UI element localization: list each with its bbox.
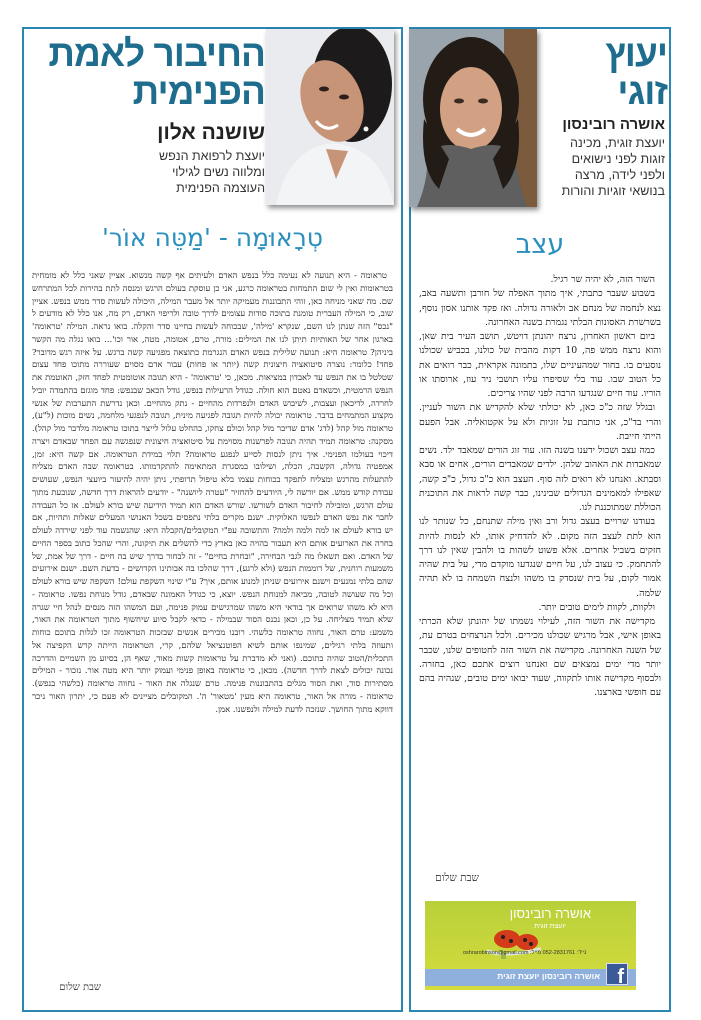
headline-line-1: יעוץ <box>605 33 667 74</box>
banner-role: יועצת זוגית <box>534 923 566 930</box>
author-desc-line: ומלווה נשים לגילוי <box>172 165 265 179</box>
author-desc-line: בנושאי זוגיות והורות <box>561 184 665 198</box>
author-name: אושרה רובינסון <box>562 116 665 133</box>
portrait-illustration <box>409 29 537 207</box>
article-body <box>419 273 661 701</box>
headline <box>25 35 265 110</box>
column-inner-truth <box>22 27 403 1012</box>
column-couples-counseling <box>409 27 671 1012</box>
paragraph: ולקוות, לקוות לימים טובים יותר. <box>538 601 655 613</box>
headline-line-1: החיבור לאמת <box>48 33 265 74</box>
facebook-bar[interactable] <box>425 966 636 988</box>
section-title: טְרָאוּמָה - 'מַטֵּה אוֹר' <box>102 223 323 252</box>
portrait-illustration <box>266 29 394 205</box>
author-desc-line: יועצת זוגית, מכינה <box>569 136 665 150</box>
author-desc-line: ולפני לידה, מרצה <box>574 168 665 182</box>
author-photo-oshra <box>409 29 537 207</box>
article-body <box>32 269 393 715</box>
signoff: שבת שלום <box>59 982 101 993</box>
author-photo-shoshana <box>266 29 394 205</box>
paragraph: כמה עצב ושכול ידענו בשנה הזו. עוד זוג הורים שמאבד ילד. נשים שמאבדות את האהוב שלהן. ילדים שמאבדים הורים, אחים או סבא וסבתא. ואנחנו לא רואים לזה סוף. העצב הוא כ"כ גדול, כ"כ קשה, שאפילו למאמינים הגדולים שבינינו, כבר קשה לראות את התוכנית הכוללת שמתוכננת לנו. <box>419 445 661 513</box>
facebook-label[interactable]: אושרה רובינסון יועצת זוגית <box>497 971 600 981</box>
signoff: שבת שלום <box>435 872 479 884</box>
paragraph: טראומה - היא תנועה לא נעימה כלל בנפש האדם ולעיתים אף קשה מנשוא. אציין שאני כלל לא מומחית בטראומות ואין לי שום התמחות בטראומה כרגע, אני כן עוסקת בעולם הרגש ומנסה לתת בהירות לכל המתרחש שם. מה שאני מניחה כאן, זוהי התבוננות מעמיקה יותר אל מעבר המילה, היכולה לעשות סדר ממש בנפש. אציין שוב, כי המילה העברית טומנת בתוכה סודות עצומים לדרך טובה ולריפוי האדם, רק מה, אנו כלל לא מודעים ל "נכס" הזה שנתן לנו השם, שנקרא 'מילה', שבכוחה לעשות בחיינו סדר והקלה. בואו נראה. המילה 'טראומה' בארגון אחר של האותיות תיתן לנו את המילים: מורה, טרם, אטומה, מטה, אור וכו'... בואו נגלה מה הקשר ביניהן? טראומה היא: תנועה שלילית בנפש האדם הנגרמת כתוצאה מפגיעה קשה ברגש. על איזה רגש מדובר? פחד! כלומר: נוצרה סיטואציה חיצונית קשה (יותר או פחות) עבור אדם מסוים שעוררה מתוכו פחד עצום שטלטל בו את הנפש עד לאבדון במציאות. מכאן, כי 'טראומה' - היא תגובה אוטומטית לפחד חזק, האוטמת את הנפש הרמטית, וכשאדם נאטם הוא חולה. כגודל הרעילות בנפש, גודל הכאב שבנפש: פחד מוגזם בהתמדה יוביל לחרדה, לדיכאון ועצבות, לשיבוש האדם ולנפרדות מהחיים - נתק מהחיים. וכאן נדרשת התערבות של אנשי מקצוע המתמחים בדבר. טראומה יכולה להיות תגובה לפגיעה מינית, תגובה לנפגעי מלחמה, נשים מוכות (ל"ע), טראומה מול קהל (לדג' אדם שדיבר מול קהל וכולם צחקו, בהחלט עלול לייצר בתוכו טראומה מלדבר מול קהל). מסקנה: טראומה תמיד תהיה תגובה לפרשנות מסוימת על סיטואציה חיצונית שנפגשה עם הפחד שבאדם ויצרה דיכוי בעולמו הפנימי. איך ניתן לנסות לסייע לנפגע טראומה? תלוי במידת הטראומה. אם קשה היא: זמן, אמפטיה גדולה, הקשבה, הכלה, ושילובו במסגרת המתאימה להתקדמותו. בטראומה שבה האדם מצליח להתעלות מהרגש ומצליח לתפקד בכוחות עצמו בלא טיפול תרופתי, ניתן יהיה להיעזר ביועצי הנפש, שעושים עבודת קודש ממש. אם יורשה לי, היודעים להחזיר "עטרה ליושנה" - יודעים להראות דרך חדשה, שנובעת מתוך עולם הרגש, ומובילה לחיבור האדם לשורשו. שורש האדם הוא תמיד הידיעה שיש בורא לעולם. אז כל העבודה לחבר את נפש האדם לנפשו האלוקית. ישנם מקרים בלתי נתפסים בשכל האנושי המעלים שאלות ותהיות, אם יש בורא לעולם או למה ולמה ולמה? והתשובה עפ"י המקובלים/הקבלה היא: שהנשמה עוד לפני שירדה לעולם בחרה את הארועים אותם היא תעבור בהויה כאן בארץ כדי להשלים את תיקונה, והרי שהכל כתוב בספר החיים של האדם. ואם תשאלו מה לגבי הבחירה, "ובחרת בחיים" - זה לבחור בדרך שיש בה חיים - דרך של אמת, של משמעות רוחנית, של רוממות הנפש (ולא לרגע), דרך שהלכו בה אבותינו הקדושים - בדעת השם. ישנם אירועים שהם בלתי נמנעים וישנם אירועים שניתן למנוע אותם, איך? ע"י שינוי השקפת עולם! השקפה שיש בורא לעולם וכל מה שעושה לטובה, מביאה למנוחת הנפש. יוצא, כי כגודל האמונה שבאדם, גודל מנוחת נפשו. טראומה - היא לא משהו שרואים אך בודאי היא משהו שמרגישים עמוק פנימה, ועם המשהו הזה מנסים לנהל חיי שגרה שלא תמיד מצליחה. על כן, וכאן נכנס הסוד שבמילה - כדאי לקבל סיוע שיחשוף מתוך הטראומה את האור, משמע: טרם האור, נחווה טראומה כלשהי. רובנו מכירים אנשים שבזכות הטראומה זכו לגלות בתוכם כוחות ותעוזה בלתי רגילים, שמינפו אותם לשיא הפוטנציאל שלהם, קרי, הטראומה הייתה קרש הקפיצה אל התכלית/הטוב שהיה בתוכם. (ואני לא מדברת על טראומות קשות מאוד, שאף הן, בסיוע מן השמיים והדרכה נכונה יכולים לצאת לדרך חדשה). מכאן, כי טראומה באופן פנימי ועמוק יותר היא מטה אור. נזכור - המילים מסתירות סוד, ואת הסוד מגלים בהתבוננות פנימה. טרם שנגלה את האור - נחווה טראומה (כלשהי בנפש). טראומה - מורה אל האור, טראומה היא מעין 'מטאור' ה'. המקובלים מציינים לא פעם כי, יתרון האור ניכר דווקא מתוך החושך. שנזכה לדעת למילה ולנפשנו. אמן. <box>32 270 393 714</box>
paragraph: ובגלל שזה כ"כ כאן, לא יכולתי שלא להקדיש את השור לעניין. והרי בד"כ, אני כותבת על זוגיות ולא על אקטואליה. אבל הפעם הייתי חייבת. <box>419 402 661 442</box>
headline <box>547 35 667 110</box>
paragraph: מקדישה את השור הזה, לעילוי נשמתו של יהונתן שלא הכרתי באופן אישי, אבל מרגיש שכולנו מכירים. ולכל הנרצחים בטרם עת, של השנה האחרונה. מקדישה את השור הזה לחטופים שלנו, שכבר יותר מדי ימים נמצאים שם ואנחנו רוצים אתכם כאן, בחזרה. ולבסוף מקדישה אותו לתקווה, שעוד יבואו ימים טובים, שנהיה בהם עם חופשי בארצנו. <box>419 616 661 699</box>
author-desc-line: העוצמה הפנימית <box>176 181 265 195</box>
section-title: עצב <box>515 229 565 260</box>
paragraph: ביום ראשון האחרון, נרצח יהונתן דויטש, תושב העיר בית שאן, והוא נרצח ממש פה, 10 דקות מהבית של כולנו, בכביש שכולנו נוסעים בו. בחור שמהעיניים שלו, בתמונה אקראית, כבר רואים את כל הטוב שבו. עוד בלי שסיפרו עליו תושבי ניר עוז, ארוסתו או הוריו. עוד חיים שנגדעו הרבה לפני שהיו צריכים. <box>419 331 661 399</box>
facebook-icon[interactable]: f <box>606 963 628 985</box>
contact-banner[interactable] <box>425 901 636 990</box>
author-desc-line: זוגות לפני נישואים <box>571 152 665 166</box>
paragraph: השור הזה, לא יהיה שר רגיל. <box>550 274 655 285</box>
headline-line-2: זוגי <box>617 70 667 112</box>
headline-line-2: הפנימית <box>132 70 265 112</box>
author-name: שושנה אלון <box>157 121 265 144</box>
paragraph: בעודנו שרויים בעצב גדול ורב ואין מילה שתנחם, כל שנותר לנו הוא לתת לעצב הזה מקום. לא להדחיק אותו, לא לנסות להיות חזקים בשביל אחרים. אלא פשוט לשהות בו ולהבין שאין לנו דרך להתחמק. כי עצוב לנו, על חיים שנגדעו מוקדם מדי, על בית שהיה אמור לקום, על בית שנסדק בו משהו ולנצח השמחה בו לא תהיה שלמה. <box>419 516 661 599</box>
banner-contact[interactable]: נייד: 052-2831761 מייל: oshrarobinson@gmail.com <box>463 950 587 956</box>
banner-name: אושרה רובינסון <box>509 906 591 921</box>
author-description <box>65 148 265 196</box>
paragraph: בשבוע שעבר כתבתי, איך מתוך האפלה של חורבן ותשעה באב, נצא לנחמה של מנחם אב ולאורה גדולה. ואז פקד אותנו אסון נוסף, בשרשרת האסונות הבלתי נגמרת בשנה האחרונה. <box>419 288 661 328</box>
author-description <box>541 135 665 199</box>
author-desc-line: יועצת לרפואת הנפש <box>159 149 265 163</box>
